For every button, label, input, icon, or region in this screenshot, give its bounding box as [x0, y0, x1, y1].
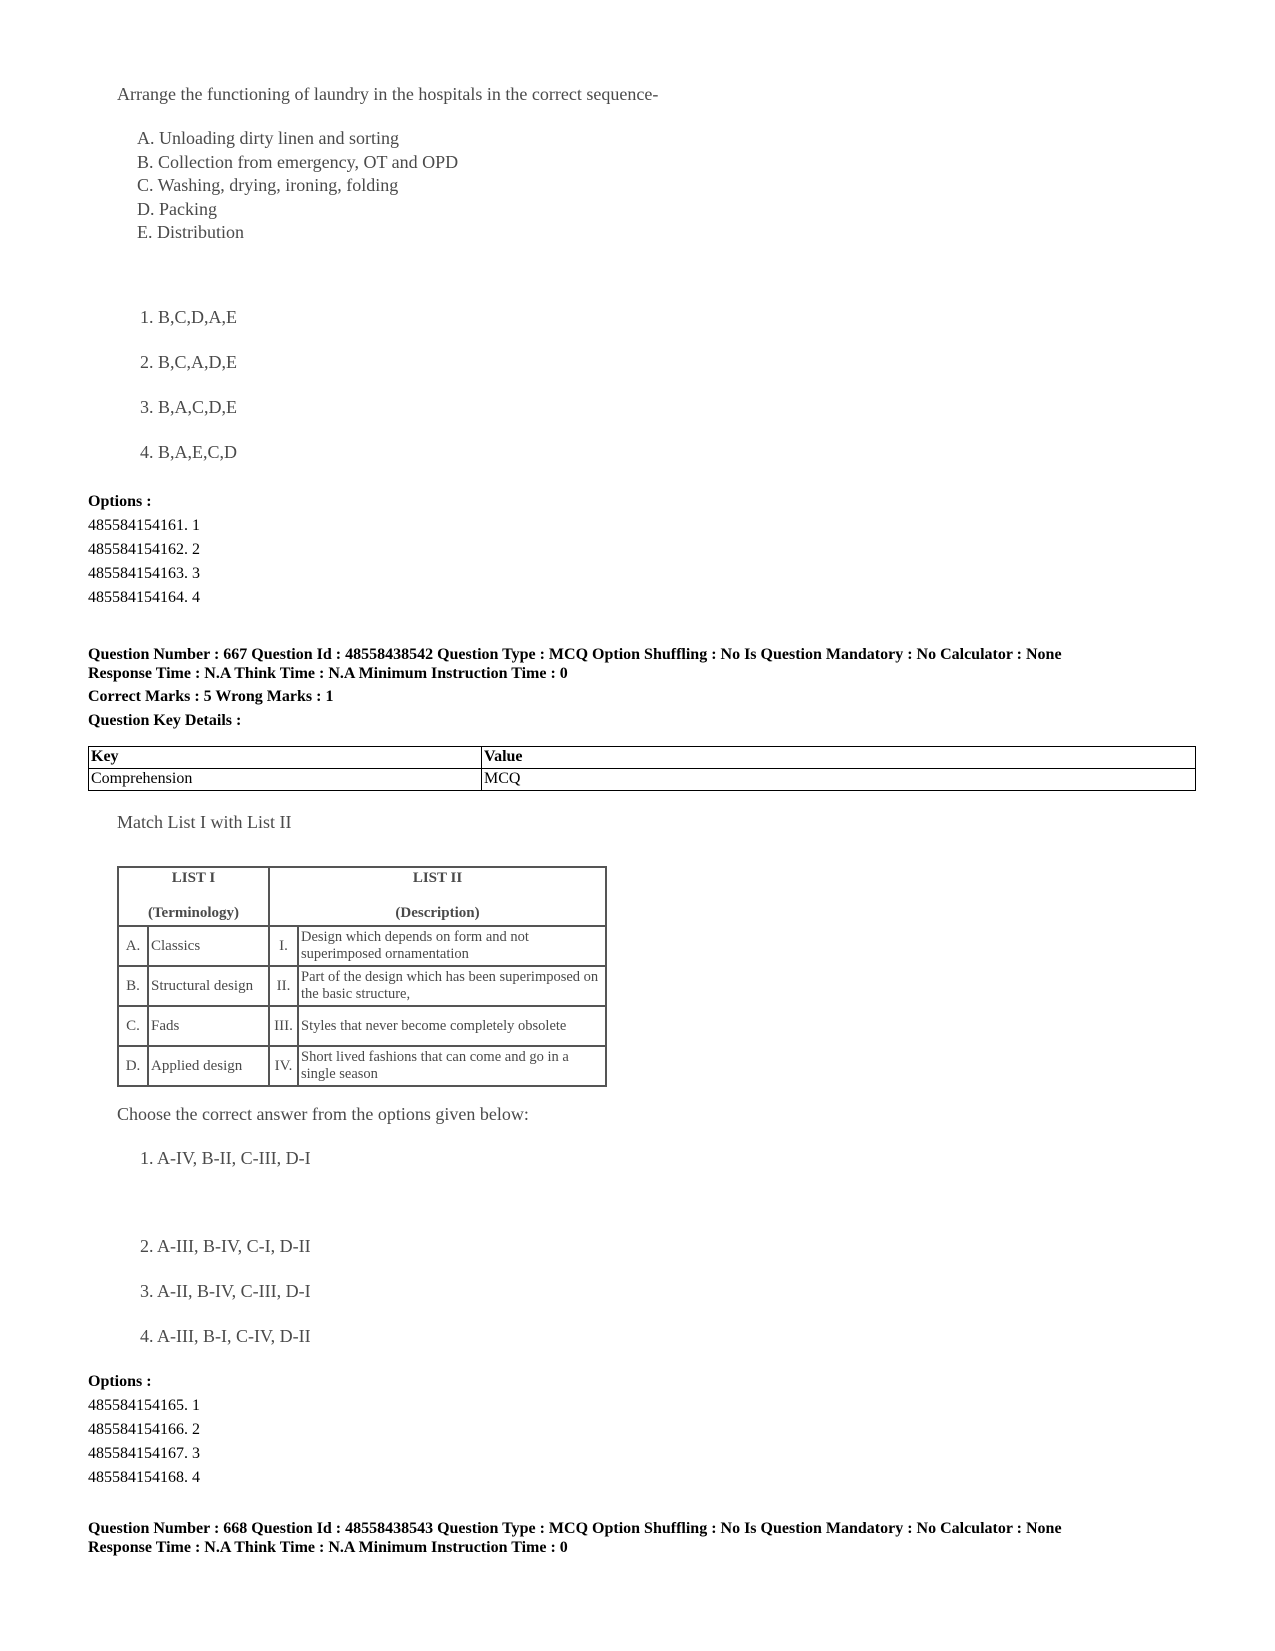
question-key-table — [88, 746, 1196, 791]
q668-meta — [88, 1519, 1062, 1557]
q667-choice-4: 4. A-III, B-I, C-IV, D-II — [140, 1326, 311, 1346]
list1-title: LIST I — [171, 870, 216, 886]
q668-meta-line1: Question Number : 668 Question Id : 48558438543 Question Type : MCQ Option Shuffling : No Is Question Mandatory : No Calculator : None — [88, 1520, 1062, 1537]
match-header-row — [118, 867, 606, 926]
q666-choice-1: 1. B,C,D,A,E — [140, 307, 238, 327]
table-row — [118, 1046, 606, 1086]
options-block-2 — [88, 1370, 200, 1490]
marks-line: Correct Marks : 5 Wrong Marks : 1 — [88, 688, 334, 705]
list-item: E. Distribution — [137, 222, 244, 242]
list2-subtitle: (Description) — [395, 905, 480, 921]
table-row — [118, 966, 606, 1006]
table-header-key: Key — [89, 747, 482, 769]
list-item: B. Collection from emergency, OT and OPD — [137, 151, 459, 172]
q667-marks — [88, 685, 333, 733]
row-roman: I. — [269, 926, 298, 966]
row-roman: II. — [269, 966, 298, 1006]
q668-meta-line2: Response Time : N.A Think Time : N.A Minimum Instruction Time : 0 — [88, 1539, 568, 1556]
list-item: C. Washing, drying, ironing, folding — [137, 175, 399, 195]
q667-choice-2: 2. A-III, B-IV, C-I, D-II — [140, 1236, 311, 1256]
q667-meta — [88, 645, 1062, 683]
table-row — [89, 769, 1196, 791]
row-letter: D. — [118, 1046, 148, 1086]
list-item: A. Unloading dirty linen and sorting — [137, 128, 399, 148]
q666-choice-4: 4. B,A,E,C,D — [140, 442, 238, 462]
q667-meta-line1: Question Number : 667 Question Id : 48558438542 Question Type : MCQ Option Shuffling : No Is Question Mandatory : No Calculator : None — [88, 646, 1062, 663]
q666-sequence-items — [137, 127, 458, 245]
row-description: Design which depends on form and not superimposed ornamentation — [298, 926, 606, 966]
q667-choice-1: 1. A-IV, B-II, C-III, D-I — [140, 1148, 311, 1168]
row-description: Short lived fashions that can come and go in a single season — [298, 1046, 606, 1086]
option-id: 485584154162. 2 — [88, 541, 200, 558]
table-header-value: Value — [482, 747, 1196, 769]
table-row — [118, 926, 606, 966]
options-heading: Options : — [88, 493, 152, 510]
list1-header — [118, 867, 269, 926]
table-header-row — [89, 747, 1196, 769]
table-row — [118, 1006, 606, 1046]
q667-prompt: Match List I with List II — [117, 812, 292, 832]
row-letter: A. — [118, 926, 148, 966]
list2-title: LIST II — [412, 870, 463, 886]
options-block-1 — [88, 490, 200, 610]
option-id: 485584154167. 3 — [88, 1445, 200, 1462]
row-roman: III. — [269, 1006, 298, 1046]
q666-choice-2: 2. B,C,A,D,E — [140, 352, 238, 372]
option-id: 485584154164. 4 — [88, 589, 200, 606]
table-cell: Comprehension — [89, 769, 482, 791]
q667-meta-line2: Response Time : N.A Think Time : N.A Minimum Instruction Time : 0 — [88, 665, 568, 682]
q667-choice-3: 3. A-II, B-IV, C-III, D-I — [140, 1281, 311, 1301]
row-term: Fads — [148, 1006, 269, 1046]
row-description: Part of the design which has been superimposed on the basic structure, — [298, 966, 606, 1006]
option-id: 485584154161. 1 — [88, 517, 200, 534]
option-id: 485584154165. 1 — [88, 1397, 200, 1414]
row-letter: C. — [118, 1006, 148, 1046]
row-term: Structural design — [148, 966, 269, 1006]
options-heading: Options : — [88, 1373, 152, 1390]
row-description: Styles that never become completely obsolete — [298, 1006, 606, 1046]
list1-subtitle: (Terminology) — [147, 905, 240, 921]
row-term: Applied design — [148, 1046, 269, 1086]
match-list-table — [117, 866, 607, 1087]
option-id: 485584154168. 4 — [88, 1469, 200, 1486]
row-term: Classics — [148, 926, 269, 966]
row-roman: IV. — [269, 1046, 298, 1086]
q666-choice-3: 3. B,A,C,D,E — [140, 397, 238, 417]
list-item: D. Packing — [137, 198, 217, 219]
list2-header — [269, 867, 606, 926]
row-letter: B. — [118, 966, 148, 1006]
q667-instruction: Choose the correct answer from the options given below: — [117, 1104, 529, 1124]
option-id: 485584154163. 3 — [88, 565, 200, 582]
key-details-heading: Question Key Details : — [88, 712, 242, 729]
table-cell: MCQ — [482, 769, 1196, 791]
q666-prompt: Arrange the functioning of laundry in the hospitals in the correct sequence- — [117, 84, 659, 104]
option-id: 485584154166. 2 — [88, 1421, 200, 1438]
